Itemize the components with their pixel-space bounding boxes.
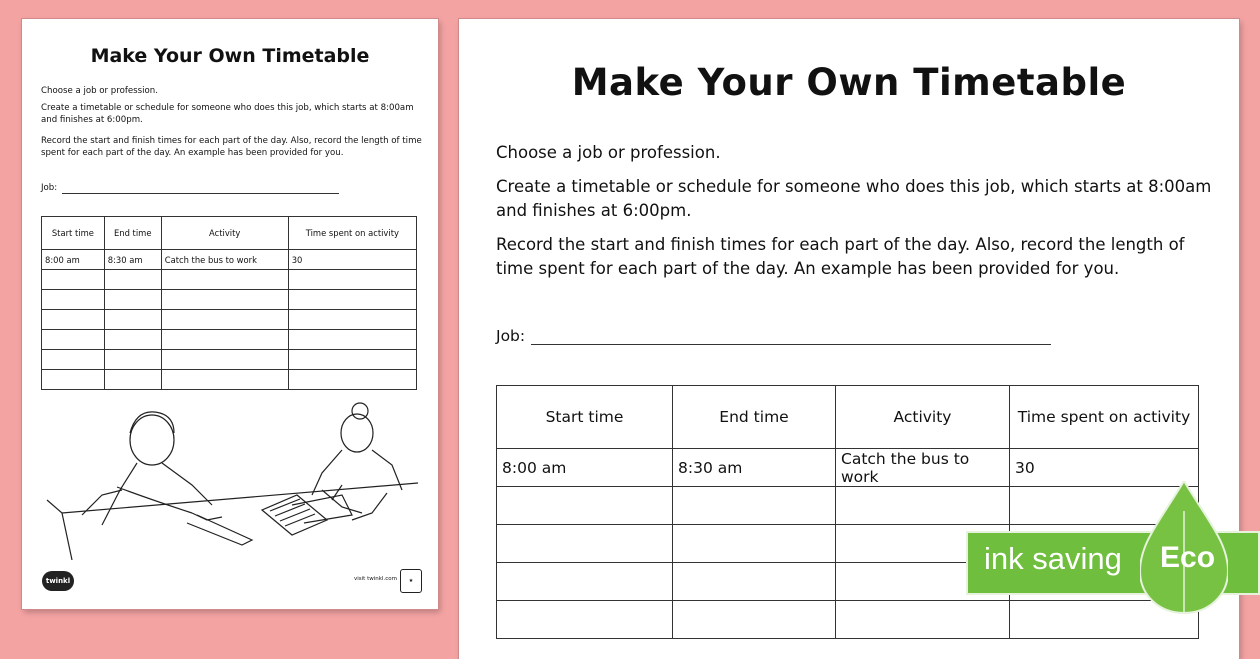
cell-empty[interactable] [161, 290, 288, 310]
cell-empty[interactable] [42, 270, 105, 290]
table-row [42, 310, 417, 330]
cell-empty[interactable] [42, 330, 105, 350]
cell-empty[interactable] [104, 370, 161, 390]
cell-empty[interactable] [836, 601, 1010, 639]
instruction-choose-job: Choose a job or profession. [41, 86, 158, 96]
cell-time-spent: 30 [288, 250, 416, 270]
cell-time-spent: 30 [1010, 449, 1199, 487]
cell-empty[interactable] [161, 270, 288, 290]
table-row [497, 601, 1199, 639]
instruction-choose-job: Choose a job or profession. [496, 143, 721, 162]
table-header-row [42, 217, 417, 250]
cell-empty[interactable] [161, 370, 288, 390]
table-row [42, 330, 417, 350]
page-title: Make Your Own Timetable [571, 61, 1127, 104]
table-row [42, 350, 417, 370]
header-activity: Activity [161, 217, 288, 250]
cell-empty[interactable] [497, 601, 673, 639]
twinkl-badge-icon: ★ [400, 569, 422, 593]
cell-activity: Catch the bus to work [161, 250, 288, 270]
header-end-time: End time [673, 386, 836, 449]
cell-empty[interactable] [104, 350, 161, 370]
instruction-record-times: Record the start and finish times for each part of the day. Also, record the length of time spent for each part of the day. An example has been provided for you. [496, 235, 1185, 278]
job-input-line[interactable] [531, 344, 1051, 345]
cell-end: 8:30 am [673, 449, 836, 487]
cell-empty[interactable] [104, 270, 161, 290]
header-start-time: Start time [497, 386, 673, 449]
cell-empty[interactable] [497, 487, 673, 525]
cell-empty[interactable] [104, 310, 161, 330]
cell-empty[interactable] [42, 350, 105, 370]
table-row [42, 370, 417, 390]
cell-empty[interactable] [497, 525, 673, 563]
table-row [42, 270, 417, 290]
twinkl-logo: twinkl [42, 571, 74, 591]
table-row [42, 250, 417, 270]
cell-empty[interactable] [497, 563, 673, 601]
table-row [497, 487, 1199, 525]
job-label: Job: [496, 327, 526, 345]
instruction-record-times: Record the start and finish times for each part of the day. Also, record the length of time spent for each part of the day. An example has been provided for you. [41, 136, 422, 158]
header-activity: Activity [836, 386, 1010, 449]
table-header-row [497, 386, 1199, 449]
header-end-time: End time [104, 217, 161, 250]
cell-empty[interactable] [288, 370, 416, 390]
cell-end: 8:30 am [104, 250, 161, 270]
cell-empty[interactable] [104, 290, 161, 310]
cell-empty[interactable] [161, 350, 288, 370]
worksheet-preview-small [22, 19, 438, 609]
footer-visit-text: visit twinkl.com [354, 576, 397, 582]
cell-empty[interactable] [673, 525, 836, 563]
cell-empty[interactable] [161, 310, 288, 330]
job-input-line[interactable] [62, 193, 339, 194]
cell-activity: Catch the bus to work [836, 449, 1010, 487]
cell-empty[interactable] [288, 290, 416, 310]
cell-empty[interactable] [161, 330, 288, 350]
cell-empty[interactable] [42, 370, 105, 390]
header-time-spent: Time spent on activity [1010, 386, 1199, 449]
job-label: Job: [41, 183, 58, 193]
cell-empty[interactable] [288, 330, 416, 350]
cell-empty[interactable] [288, 310, 416, 330]
cell-empty[interactable] [673, 601, 836, 639]
ink-saving-label: ink saving [984, 541, 1122, 576]
header-start-time: Start time [42, 217, 105, 250]
instruction-create-timetable: Create a timetable or schedule for someone who does this job, which starts at 8:00am and finishes at 6:00pm. [496, 177, 1212, 220]
cell-empty[interactable] [288, 270, 416, 290]
cell-empty[interactable] [42, 310, 105, 330]
header-time-spent: Time spent on activity [288, 217, 416, 250]
eco-label: Eco [1160, 541, 1216, 574]
table-row [42, 290, 417, 310]
cell-start: 8:00 am [42, 250, 105, 270]
cell-empty[interactable] [836, 487, 1010, 525]
instruction-create-timetable: Create a timetable or schedule for someone who does this job, which starts at 8:00am and finishes at 6:00pm. [41, 103, 414, 125]
page-title: Make Your Own Timetable [90, 45, 370, 67]
cell-empty[interactable] [104, 330, 161, 350]
cell-empty[interactable] [42, 290, 105, 310]
cell-empty[interactable] [673, 563, 836, 601]
table-row [497, 449, 1199, 487]
cell-empty[interactable] [288, 350, 416, 370]
timetable-table [41, 216, 417, 390]
cell-empty[interactable] [673, 487, 836, 525]
children-writing-illustration [42, 395, 418, 560]
cell-start: 8:00 am [497, 449, 673, 487]
timetable-table [496, 385, 1199, 639]
